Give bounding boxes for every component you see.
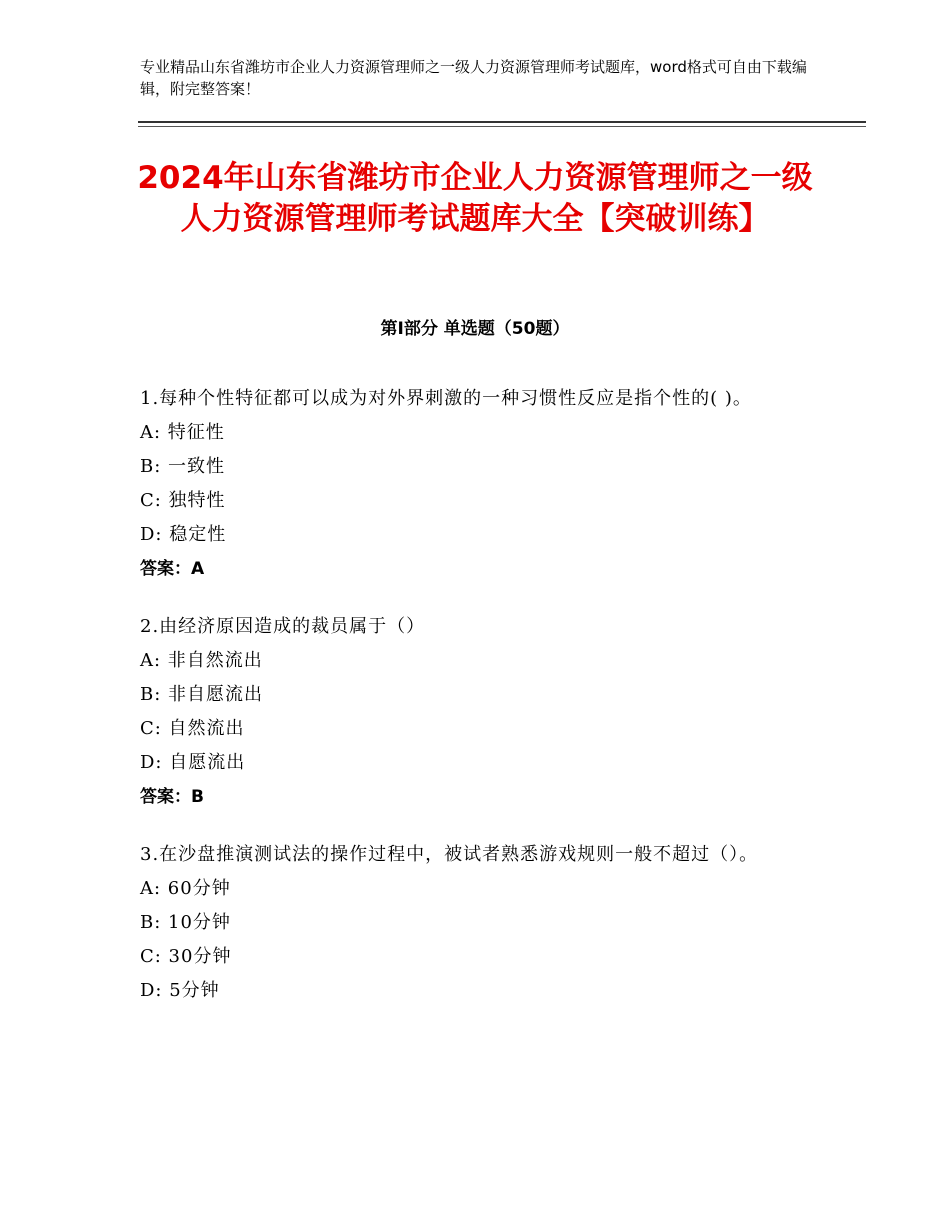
header-divider-thin [138, 126, 866, 127]
option-b: B: 非自愿流出 [140, 684, 264, 705]
option-a: A: 60分钟 [140, 878, 231, 899]
question-stem: 1.每种个性特征都可以成为对外界刺激的一种习惯性反应是指个性的( )。 [140, 388, 752, 409]
option-c: C: 30分钟 [140, 946, 232, 967]
header-note: 专业精品山东省潍坊市企业人力资源管理师之一级人力资源管理师考试题库，word格式可自由下载编辑，附完整答案！ [140, 58, 807, 98]
section-heading: 第Ⅰ部分 单选题（50题） [380, 319, 570, 339]
document-title: 2024年山东省潍坊市企业人力资源管理师之一级人力资源管理师考试题库大全【突破训练】 [137, 160, 813, 237]
option-b: B: 10分钟 [140, 912, 231, 933]
question-stem: 2.由经济原因造成的裁员属于（） [140, 616, 426, 637]
option-c: C: 自然流出 [140, 718, 245, 739]
option-d: D: 5分钟 [140, 980, 220, 1001]
option-a: A: 特征性 [140, 422, 225, 443]
answer-label: 答案：A [140, 559, 205, 579]
option-c: C: 独特性 [140, 490, 226, 511]
option-b: B: 一致性 [140, 456, 226, 477]
question-stem: 3.在沙盘推演测试法的操作过程中，被试者熟悉游戏规则一般不超过（）。 [140, 844, 759, 865]
question-2 [140, 610, 810, 814]
question-1 [140, 382, 810, 586]
question-3 [140, 838, 810, 1008]
header-divider-thick [138, 121, 866, 123]
option-d: D: 自愿流出 [140, 752, 246, 773]
option-d: D: 稳定性 [140, 524, 227, 545]
answer-label: 答案：B [140, 787, 204, 807]
option-a: A: 非自然流出 [140, 650, 263, 671]
question-list [140, 382, 810, 1032]
